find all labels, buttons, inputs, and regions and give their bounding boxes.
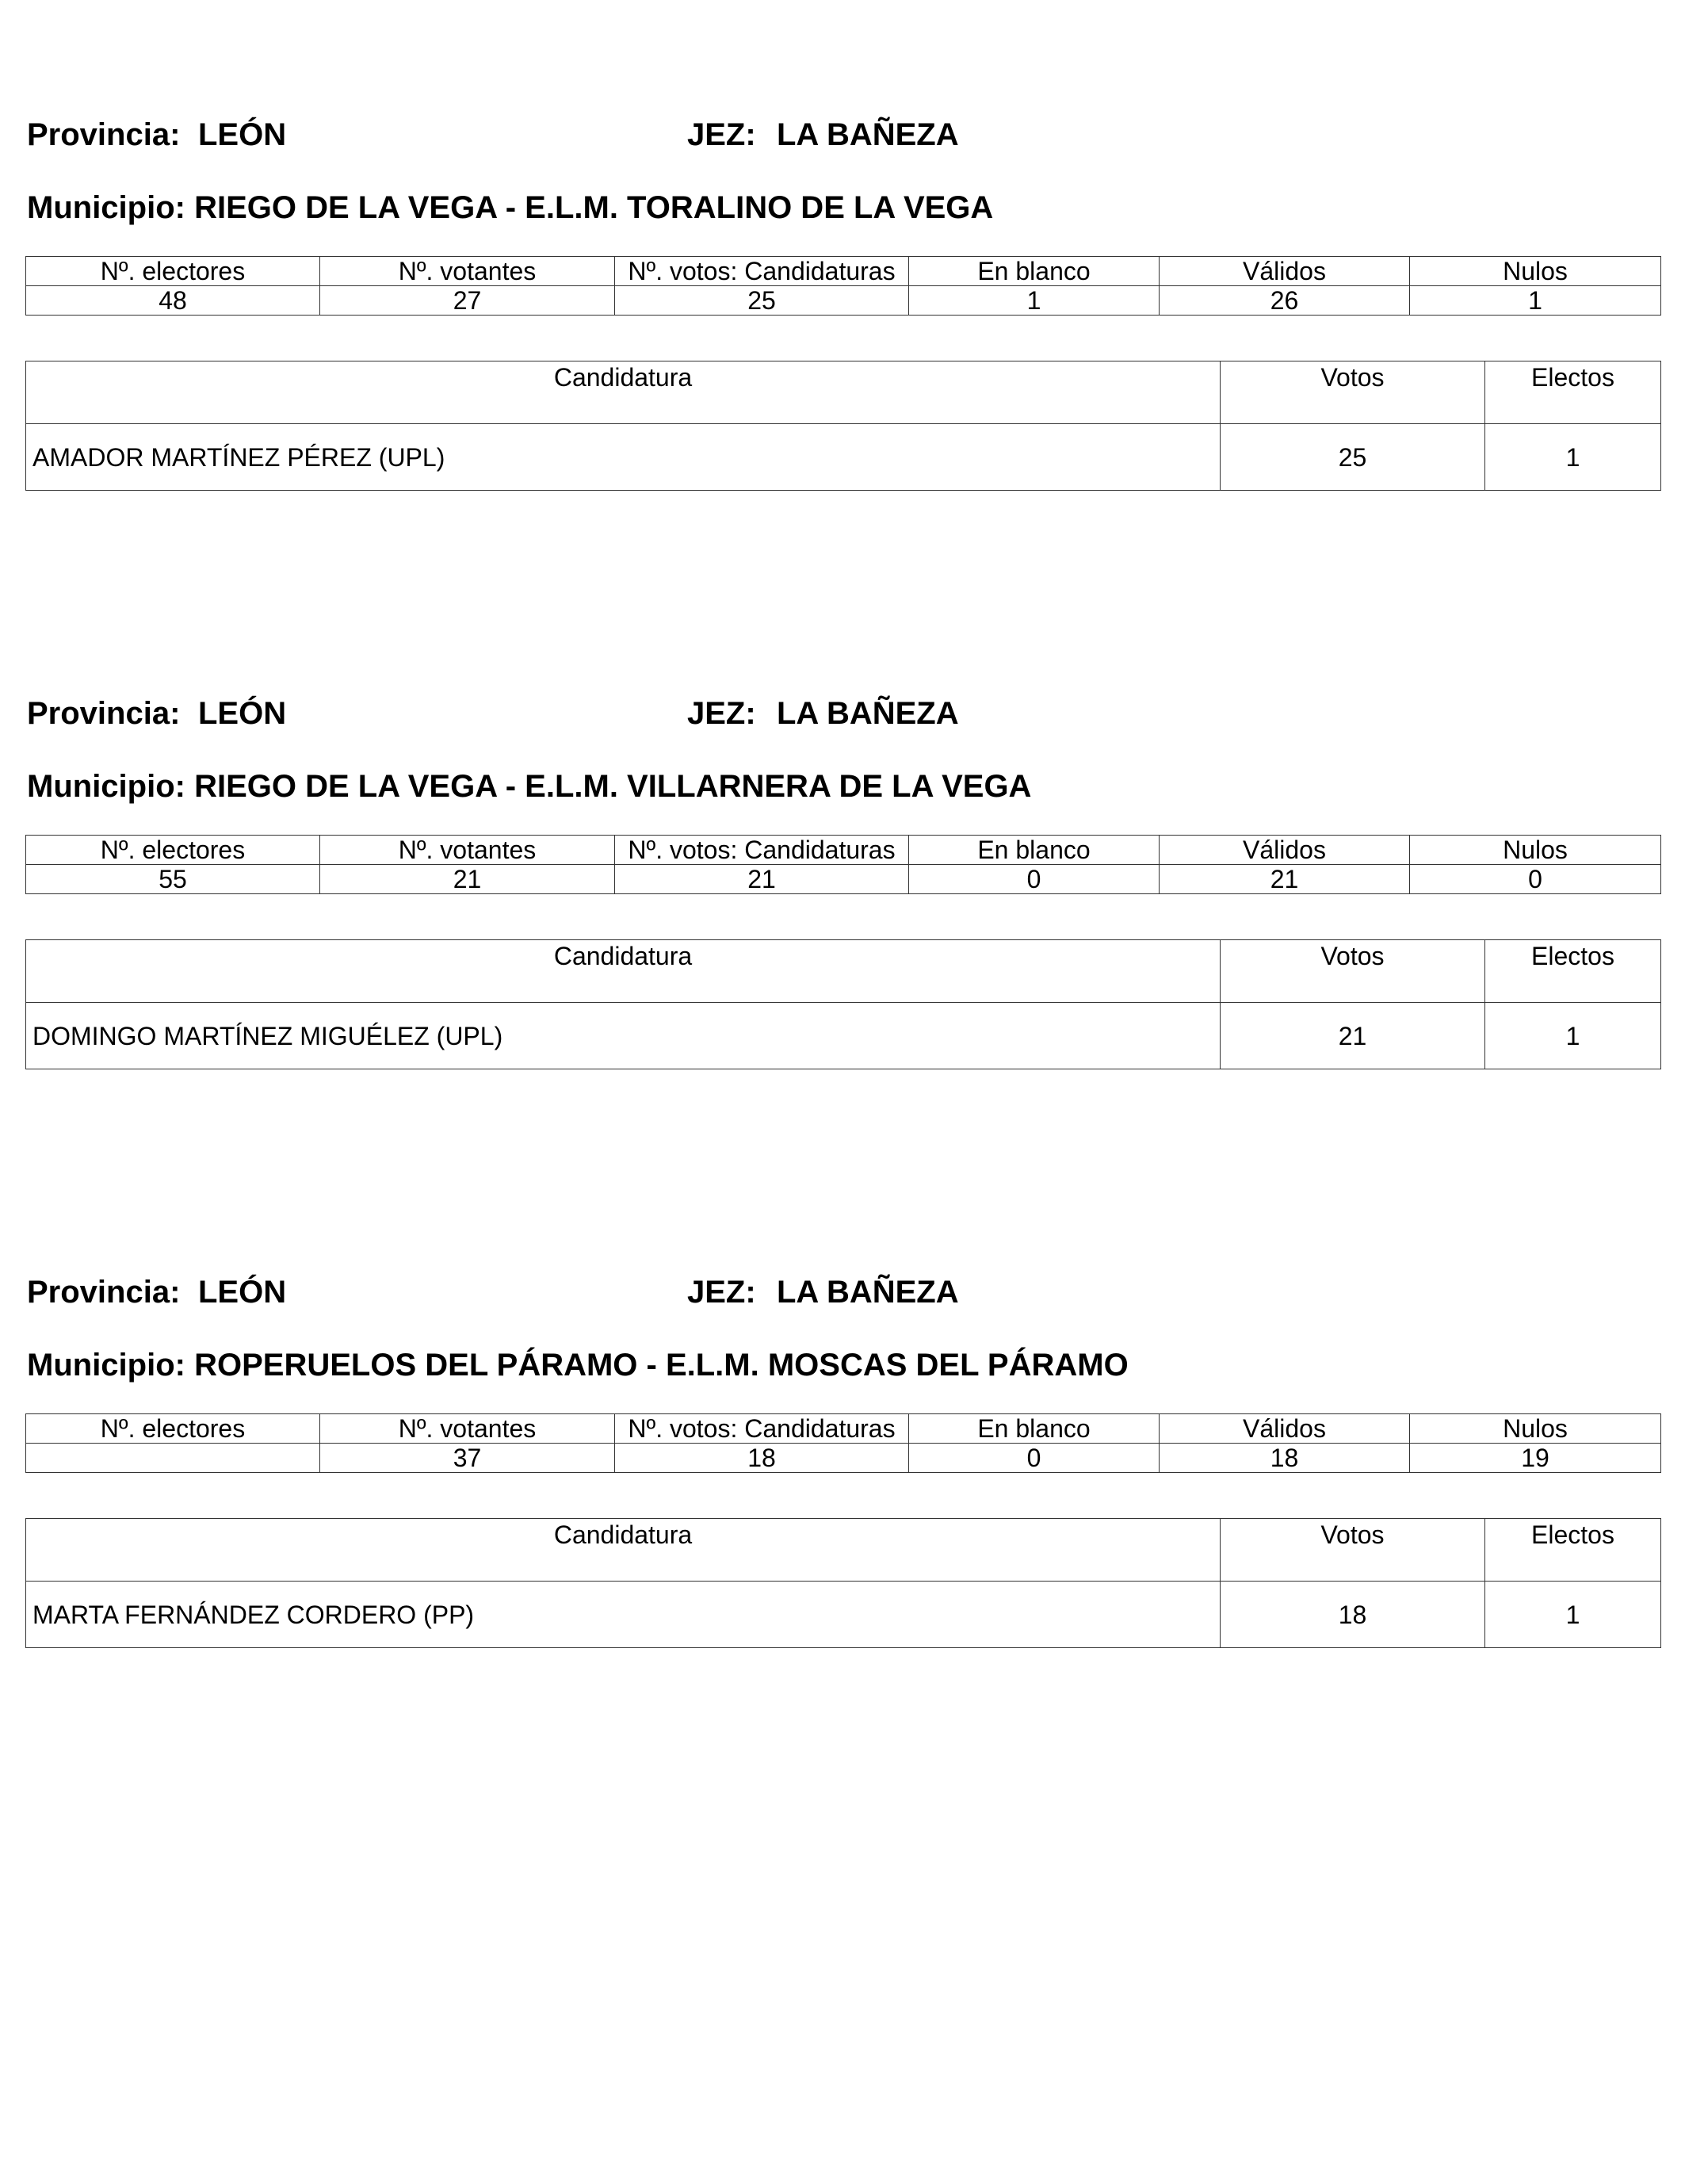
- candidate-votos: 18: [1221, 1582, 1485, 1648]
- candidate-row: [26, 1003, 1661, 1069]
- stats-value-cell: 37: [320, 1444, 615, 1473]
- stats-value-cell: 55: [26, 865, 320, 894]
- province-line: [25, 690, 1661, 737]
- candidates-header-row: [26, 1519, 1661, 1582]
- provincia-label: Provincia:: [27, 117, 181, 152]
- stats-value-cell: 1: [1410, 286, 1661, 316]
- stats-header-cell: Nº. votos: Candidaturas: [615, 1414, 909, 1444]
- stats-value-cell: 25: [615, 286, 909, 316]
- province-line: [25, 1268, 1661, 1316]
- municipio-value: RIEGO DE LA VEGA - E.L.M. VILLARNERA DE LA VEGA: [194, 769, 1032, 804]
- municipio-label: Municipio:: [27, 1348, 185, 1383]
- stats-value-cell: 0: [909, 1444, 1160, 1473]
- votos-header: Votos: [1221, 940, 1485, 1003]
- candidate-electos: 1: [1485, 1003, 1661, 1069]
- stats-value-cell: 48: [26, 286, 320, 316]
- municipio-value: RIEGO DE LA VEGA - E.L.M. TORALINO DE LA VEGA: [194, 190, 994, 225]
- candidatura-header: Candidatura: [26, 361, 1221, 424]
- municipio-label: Municipio:: [27, 769, 185, 804]
- candidatura-header: Candidatura: [26, 1519, 1221, 1582]
- candidates-header-row: [26, 361, 1661, 424]
- stats-header-cell: Válidos: [1160, 1414, 1410, 1444]
- stats-value-cell: 27: [320, 286, 615, 316]
- jez-value: LA BAÑEZA: [777, 696, 959, 731]
- stats-value-cell: 21: [320, 865, 615, 894]
- candidatura-header: Candidatura: [26, 940, 1221, 1003]
- stats-header-cell: Nº. electores: [26, 836, 320, 865]
- municipio-heading: [27, 186, 993, 230]
- candidate-electos: 1: [1485, 1582, 1661, 1648]
- stats-value-cell: 1: [909, 286, 1160, 316]
- stats-header-cell: Nº. votantes: [320, 1414, 615, 1444]
- jez-label: JEZ:: [687, 117, 756, 152]
- provincia-label: Provincia:: [27, 696, 181, 731]
- stats-value-row: [26, 1444, 1661, 1473]
- candidate-name: MARTA FERNÁNDEZ CORDERO (PP): [26, 1582, 1221, 1648]
- stats-value-cell: [26, 1444, 320, 1473]
- provincia-value: LEÓN: [198, 1275, 287, 1310]
- stats-header-cell: Válidos: [1160, 836, 1410, 865]
- candidate-row: [26, 1582, 1661, 1648]
- stats-header-cell: Nulos: [1410, 257, 1661, 286]
- stats-header-row: [26, 836, 1661, 865]
- candidates-table: [25, 361, 1661, 491]
- stats-value-cell: 21: [615, 865, 909, 894]
- stats-value-cell: 21: [1160, 865, 1410, 894]
- provincia-value: LEÓN: [198, 696, 287, 731]
- votos-header: Votos: [1221, 1519, 1485, 1582]
- municipio-label: Municipio:: [27, 190, 185, 225]
- stats-header-cell: Nº. votos: Candidaturas: [615, 836, 909, 865]
- electos-header: Electos: [1485, 1519, 1661, 1582]
- candidate-name: DOMINGO MARTÍNEZ MIGUÉLEZ (UPL): [26, 1003, 1221, 1069]
- stats-value-cell: 0: [909, 865, 1160, 894]
- candidates-table: [25, 1518, 1661, 1648]
- jez-value: LA BAÑEZA: [777, 1275, 959, 1310]
- electos-header: Electos: [1485, 940, 1661, 1003]
- candidate-electos: 1: [1485, 424, 1661, 491]
- stats-header-row: [26, 1414, 1661, 1444]
- stats-header-cell: Nº. votos: Candidaturas: [615, 257, 909, 286]
- stats-header-cell: Nº. votantes: [320, 836, 615, 865]
- candidate-name: AMADOR MARTÍNEZ PÉREZ (UPL): [26, 424, 1221, 491]
- stats-header-cell: Nulos: [1410, 1414, 1661, 1444]
- municipio-heading: [27, 765, 1031, 809]
- municipio-heading: [27, 1344, 1129, 1387]
- stats-header-cell: En blanco: [909, 257, 1160, 286]
- jez-label: JEZ:: [687, 696, 756, 731]
- stats-value-cell: 0: [1410, 865, 1661, 894]
- candidate-votos: 21: [1221, 1003, 1485, 1069]
- stats-header-cell: Nº. electores: [26, 257, 320, 286]
- jez-label: JEZ:: [687, 1275, 756, 1310]
- stats-value-row: [26, 286, 1661, 316]
- stats-header-cell: Válidos: [1160, 257, 1410, 286]
- electos-header: Electos: [1485, 361, 1661, 424]
- provincia-value: LEÓN: [198, 117, 287, 152]
- province-line: [25, 111, 1661, 159]
- candidates-table: [25, 939, 1661, 1069]
- candidate-votos: 25: [1221, 424, 1485, 491]
- jez-value: LA BAÑEZA: [777, 117, 959, 152]
- stats-value-cell: 18: [1160, 1444, 1410, 1473]
- provincia-label: Provincia:: [27, 1275, 181, 1310]
- municipio-value: ROPERUELOS DEL PÁRAMO - E.L.M. MOSCAS DEL PÁRAMO: [194, 1348, 1129, 1383]
- stats-table: [25, 256, 1661, 316]
- stats-header-cell: Nº. votantes: [320, 257, 615, 286]
- stats-header-cell: Nº. electores: [26, 1414, 320, 1444]
- stats-value-cell: 18: [615, 1444, 909, 1473]
- stats-header-row: [26, 257, 1661, 286]
- candidate-row: [26, 424, 1661, 491]
- stats-value-cell: 26: [1160, 286, 1410, 316]
- stats-header-cell: Nulos: [1410, 836, 1661, 865]
- stats-value-row: [26, 865, 1661, 894]
- stats-value-cell: 19: [1410, 1444, 1661, 1473]
- votos-header: Votos: [1221, 361, 1485, 424]
- candidates-header-row: [26, 940, 1661, 1003]
- stats-header-cell: En blanco: [909, 1414, 1160, 1444]
- stats-table: [25, 1413, 1661, 1473]
- stats-table: [25, 835, 1661, 894]
- stats-header-cell: En blanco: [909, 836, 1160, 865]
